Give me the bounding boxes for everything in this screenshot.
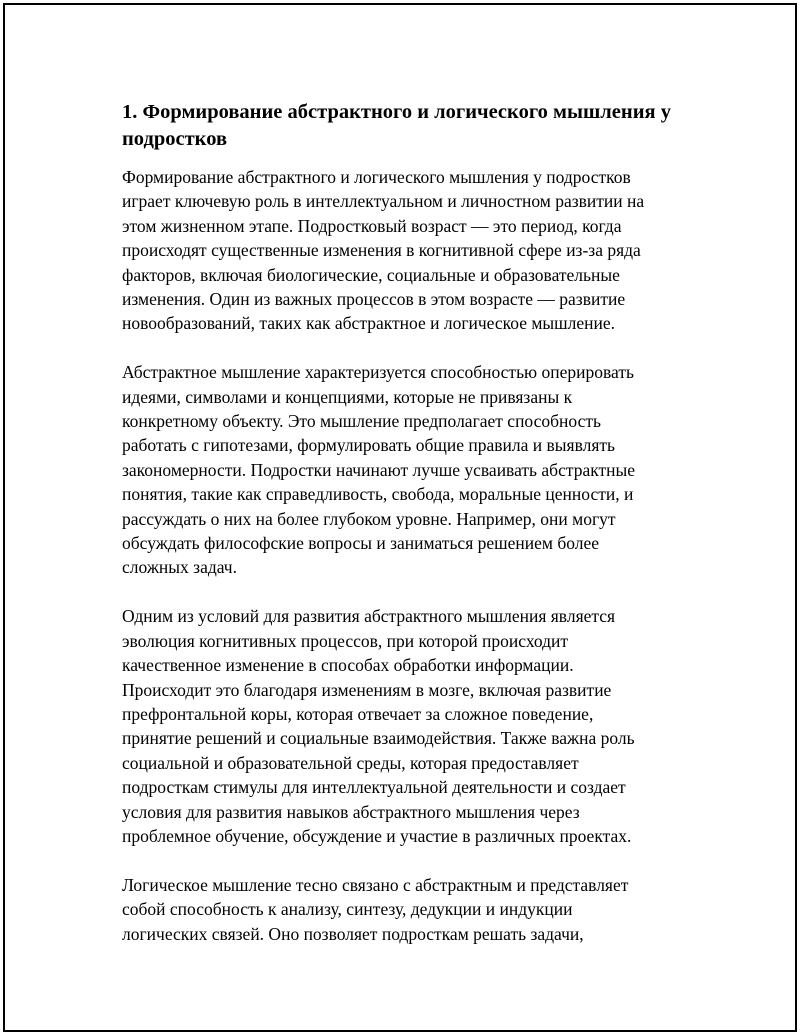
heading-line: 1. Формирование абстрактного и логического мышления у bbox=[122, 101, 671, 123]
document-body bbox=[122, 99, 702, 970]
text-line: Одним из условий для развития абстрактного мышления является bbox=[122, 606, 616, 627]
text-line: обсуждать философские вопросы и заниматься решением более bbox=[122, 533, 600, 554]
text-line: изменения. Один из важных процессов в этом возрасте — развитие bbox=[122, 289, 626, 310]
text-line: собой способность к анализу, синтезу, дедукции и индукции bbox=[122, 899, 573, 920]
text-line: происходят существенные изменения в когнитивной сфере из-за ряда bbox=[122, 240, 641, 261]
text-line: сложных задач. bbox=[122, 557, 237, 578]
text-line: идеями, символами и концепциями, которые не привязаны к bbox=[122, 386, 573, 407]
text-line: принятие решений и социальные взаимодействия. Также важна роль bbox=[122, 728, 635, 749]
text-line: подросткам стимулы для интеллектуальной деятельности и создает bbox=[122, 777, 626, 798]
text-line: логических связей. Оно позволяет подросткам решать задачи, bbox=[122, 923, 584, 944]
text-line: Абстрактное мышление характеризуется способностью оперировать bbox=[122, 362, 634, 383]
text-line: новообразований, таких как абстрактное и логическое мышление. bbox=[122, 313, 616, 334]
text-line: качественное изменение в способах обработки информации. bbox=[122, 655, 574, 676]
text-line: рассуждать о них на более глубоком уровне. Например, они могут bbox=[122, 508, 616, 529]
text-line: конкретному объекту. Это мышление предполагает способность bbox=[122, 411, 601, 432]
paragraph-3 bbox=[122, 604, 702, 848]
text-line: Логическое мышление тесно связано с абстрактным и представляет bbox=[122, 874, 629, 895]
text-line: факторов, включая биологические, социальные и образовательные bbox=[122, 264, 620, 285]
text-line: эволюция когнитивных процессов, при которой происходит bbox=[122, 630, 569, 651]
text-line: этом жизненном этапе. Подростковый возраст — это период, когда bbox=[122, 215, 622, 236]
heading-line: подростков bbox=[122, 128, 228, 150]
text-line: понятия, такие как справедливость, свобода, моральные ценности, и bbox=[122, 484, 634, 505]
section-heading bbox=[122, 99, 702, 153]
text-line: префронтальной коры, которая отвечает за сложное поведение, bbox=[122, 703, 594, 724]
paragraph-1 bbox=[122, 165, 702, 336]
text-line: проблемное обучение, обсуждение и участие в различных проектах. bbox=[122, 825, 632, 846]
paragraph-2 bbox=[122, 360, 702, 580]
document-page bbox=[3, 3, 797, 1032]
paragraph-4 bbox=[122, 873, 702, 946]
text-line: условия для развития навыков абстрактного мышления через bbox=[122, 801, 580, 822]
text-line: Происходит это благодаря изменениям в мозге, включая развитие bbox=[122, 679, 612, 700]
text-line: работать с гипотезами, формулировать общие правила и выявлять bbox=[122, 435, 616, 456]
text-line: Формирование абстрактного и логического мышления у подростков bbox=[122, 167, 631, 187]
text-line: закономерности. Подростки начинают лучше усваивать абстрактные bbox=[122, 459, 636, 480]
text-line: социальной и образовательной среды, которая предоставляет bbox=[122, 752, 579, 773]
text-line: играет ключевую роль в интеллектуальном и личностном развитии на bbox=[122, 191, 645, 212]
